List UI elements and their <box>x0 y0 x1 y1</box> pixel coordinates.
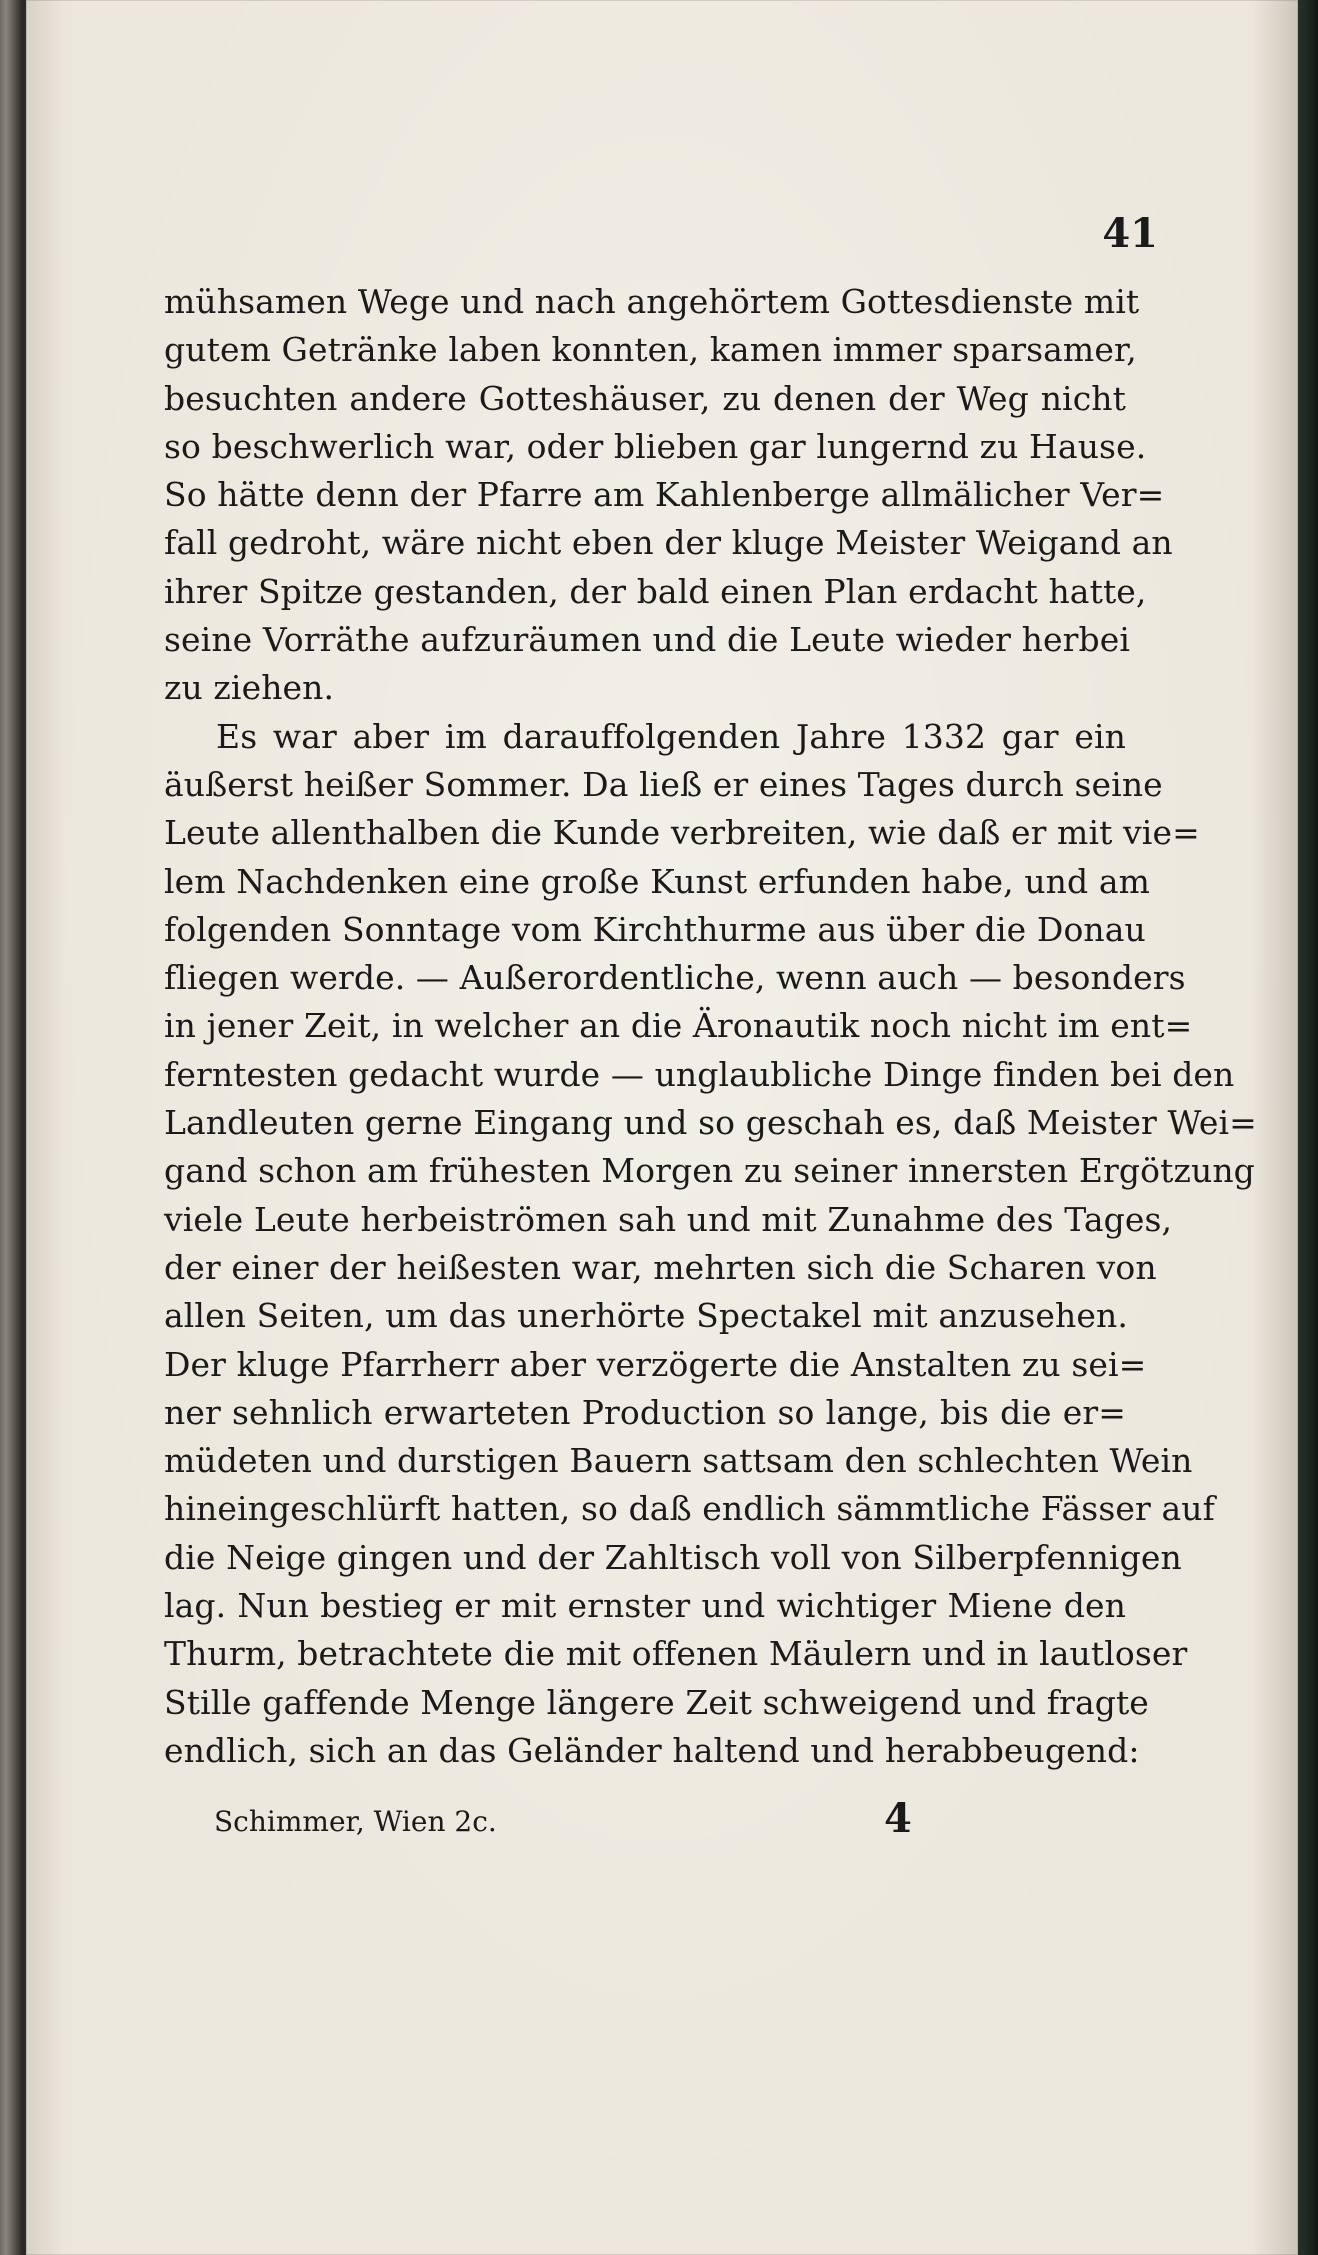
text-line: ferntesten gedacht wurde — unglaubliche Dinge finden bei den <box>164 1054 1235 1094</box>
text-line: folgenden Sonntage vom Kirchthurme aus über die Donau <box>164 909 1146 949</box>
text-line: besuchten andere Gotteshäuser, zu denen der Weg nicht <box>164 378 1126 418</box>
text-line: Stille gaffende Menge längere Zeit schweigend und fragte <box>164 1682 1149 1722</box>
text-line: hineingeschlürft hatten, so daß endlich sämmtliche Fässer auf <box>164 1489 1215 1529</box>
footer-author: Schimmer, Wien 2c. <box>214 1805 497 1838</box>
body-text <box>164 278 1257 1775</box>
text-line: Leute allenthalben die Kunde verbreiten, wie daß er mit vie= <box>164 813 1200 853</box>
text-line: gand schon am frühesten Morgen zu seiner innersten Ergötzung <box>164 1151 1255 1191</box>
text-line: endlich, sich an das Geländer haltend und herabbeugend: <box>164 1730 1140 1770</box>
text-line: lag. Nun bestieg er mit ernster und wichtiger Miene den <box>164 1586 1126 1626</box>
text-line: in jener Zeit, in welcher an die Äronautik noch nicht im ent= <box>164 1006 1193 1046</box>
page-number: 41 <box>1102 210 1158 257</box>
text-line: gutem Getränke laben konnten, kamen immer sparsamer, <box>164 330 1137 370</box>
text-line: müdeten und durstigen Bauern sattsam den schlechten Wein <box>164 1441 1193 1481</box>
text-line: viele Leute herbeiströmen sah und mit Zunahme des Tages, <box>164 1199 1173 1239</box>
text-line: allen Seiten, um das unerhörte Spectakel mit anzusehen. <box>164 1296 1128 1336</box>
text-line: Landleuten gerne Eingang und so geschah es, daß Meister Wei= <box>164 1103 1257 1143</box>
text-line: so beschwerlich war, oder blieben gar lungernd zu Hause. <box>164 426 1147 466</box>
text-line: ihrer Spitze gestanden, der bald einen Plan erdacht hatte, <box>164 571 1147 611</box>
text-line: zu ziehen. <box>164 668 335 708</box>
text-line: So hätte denn der Pfarre am Kahlenberge allmälicher Ver= <box>164 475 1165 515</box>
text-line: äußerst heißer Sommer. Da ließ er eines Tages durch seine <box>164 764 1163 804</box>
text-line: Thurm, betrachtete die mit offenen Mäulern und in lautloser <box>164 1634 1188 1674</box>
footer-signature-mark: 4 <box>884 1795 912 1842</box>
book-page <box>26 0 1298 2255</box>
text-line: die Neige gingen und der Zahltisch voll von Silberpfennigen <box>164 1537 1182 1577</box>
text-line: der einer der heißesten war, mehrten sich die Scharen von <box>164 1247 1157 1287</box>
text-line: mühsamen Wege und nach angehörtem Gottesdienste mit <box>164 282 1140 321</box>
text-line: ner sehnlich erwarteten Production so lange, bis die er= <box>164 1392 1126 1432</box>
text-line: fliegen werde. — Außerordentliche, wenn auch — besonders <box>164 958 1186 998</box>
text-line: Es war aber im darauffolgenden Jahre 1332 gar ein <box>216 716 1126 756</box>
text-line: lem Nachdenken eine große Kunst erfunden habe, und am <box>164 861 1151 901</box>
text-line: fall gedroht, wäre nicht eben der kluge Meister Weigand an <box>164 523 1173 563</box>
text-line: Der kluge Pfarrherr aber verzögerte die Anstalten zu sei= <box>164 1344 1147 1384</box>
text-line: seine Vorräthe aufzuräumen und die Leute wieder herbei <box>164 620 1130 660</box>
